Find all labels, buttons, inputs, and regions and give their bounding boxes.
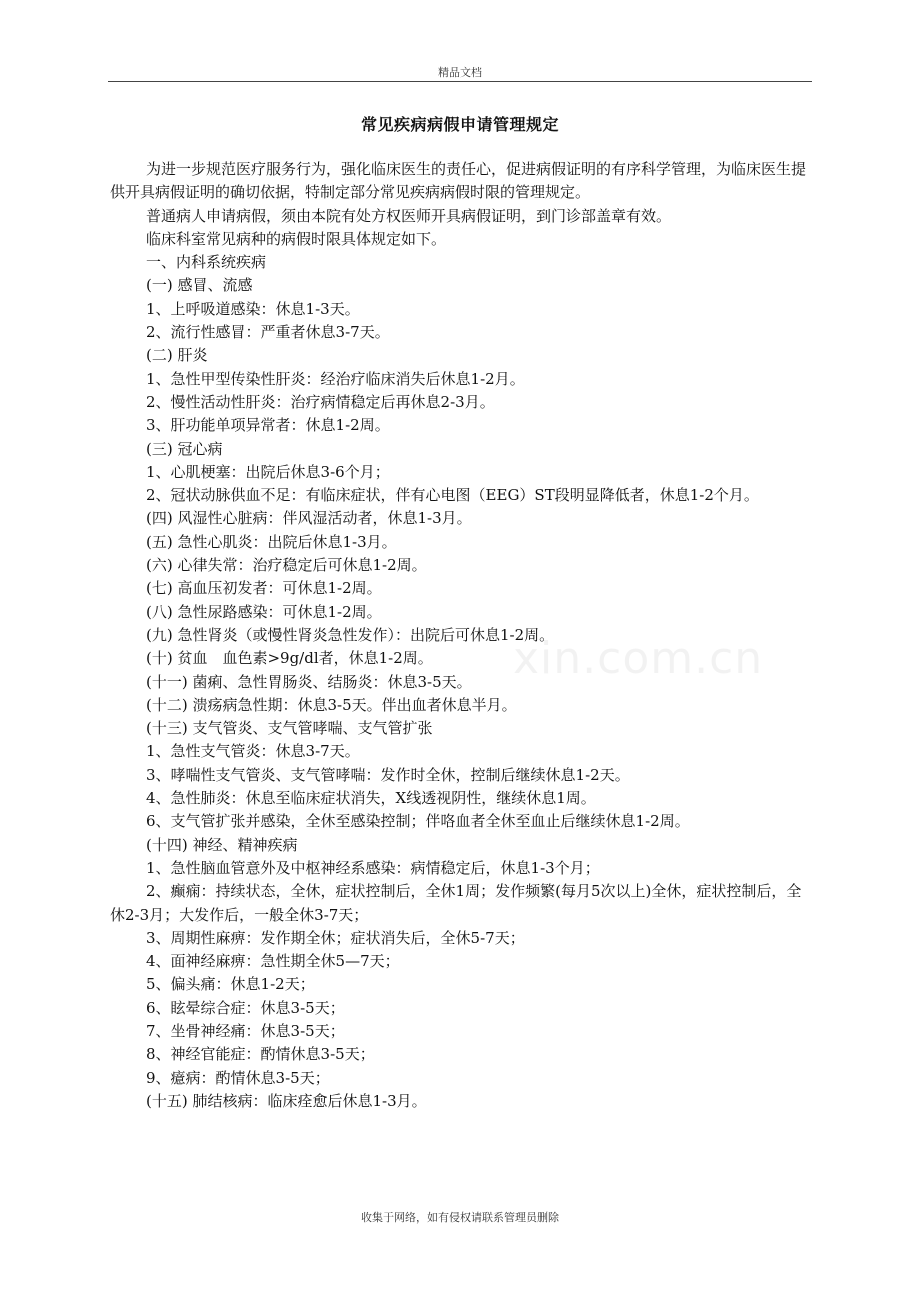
paragraph: 2、流行性感冒：严重者休息3-7天。 [146,323,390,342]
paragraph: (十三) 支气管炎、支气管哮喘、支气管扩张 [146,719,433,738]
paragraph: 2、慢性活动性肝炎：治疗病情稳定后再休息2-3月。 [146,392,495,411]
paragraph: 3、哮喘性支气管炎、支气管哮喘：发作时全休，控制后继续休息1-2天。 [146,765,630,784]
paragraph: (十五) 肺结核病：临床痊愈后休息1-3月。 [146,1091,427,1110]
paragraph: (九) 急性肾炎（或慢性肾炎急性发作）：出院后可休息1-2周。 [146,625,555,644]
paragraph: 1、急性支气管炎：休息3-7天。 [146,742,360,761]
paragraph: (十二) 溃疡病急性期：休息3-5天。伴出血者休息半月。 [146,695,517,714]
paragraph: 4、急性肺炎：休息至临床症状消失，X线透视阴性，继续休息1周。 [146,789,596,808]
paragraph: 2、冠状动脉供血不足：有临床症状，伴有心电图（EEG）ST段明显降低者，休息1-2个月。 [146,486,759,505]
paragraph: 3、肝功能单项异常者：休息1-2周。 [146,416,390,435]
paragraph: 为进一步规范医疗服务行为，强化临床医生的责任心，促进病假证明的有序科学管理，为临床医生提供开具病假证明的确切依据，特制定部分常见疾病病假时限的管理规定。 [110,160,807,202]
paragraph: (六) 心律失常：治疗稳定后可休息1-2周。 [146,556,427,575]
watermark-text: xin.com.cn [513,633,764,684]
paragraph: 1、上呼吸道感染：休息1-3天。 [146,299,360,318]
paragraph: (四) 风湿性心脏病：伴风湿活动者，休息1-3月。 [146,509,472,528]
page-header: 精品文档 [438,66,482,79]
paragraph: (七) 高血压初发者：可休息1-2周。 [146,579,382,598]
header-divider [108,81,812,82]
paragraph: (二) 肝炎 [146,346,208,365]
paragraph: 一、内科系统疾病 [146,253,267,272]
document-body [110,158,806,1113]
paragraph: 1、急性甲型传染性肝炎：经治疗临床消失后休息1-2月。 [146,369,525,388]
paragraph: (八) 急性尿路感染：可休息1-2周。 [146,602,382,621]
paragraph: 2、癫痫：持续状态，全休，症状控制后，全休1周；发作频繁(每月5次以上)全休，症状控制后，全休2-3月；大发作后，一般全休3-7天； [110,882,802,924]
paragraph: (十) 贫血 血色素>9g/dl者，休息1-2周。 [146,649,433,668]
paragraph: 临床科室常见病种的病假时限具体规定如下。 [146,229,447,248]
paragraph: (一) 感冒、流感 [146,276,253,295]
paragraph: (十四) 神经、精神疾病 [146,835,298,854]
page-footer: 收集于网络，如有侵权请联系管理员删除 [361,1211,559,1224]
paragraph: 1、心肌梗塞：出院后休息3-6个月； [146,462,390,481]
paragraph: 普通病人申请病假，须由本院有处方权医师开具病假证明，到门诊部盖章有效。 [146,206,672,225]
paragraph: 6、眩晕综合症：休息3-5天； [146,998,345,1017]
paragraph: 8、神经官能症：酌情休息3-5天； [146,1045,375,1064]
paragraph: 3、周期性麻痹：发作期全休；症状消失后，全休5-7天； [146,928,525,947]
paragraph: (五) 急性心肌炎：出院后休息1-3月。 [146,532,397,551]
paragraph: 7、坐骨神经痛：休息3-5天； [146,1021,345,1040]
paragraph: (十一) 菌痢、急性胃肠炎、结肠炎：休息3-5天。 [146,672,472,691]
paragraph: 4、面神经麻痹：急性期全休5—7天； [146,952,400,971]
paragraph: 9、癔病：酌情休息3-5天； [146,1068,330,1087]
paragraph: 1、急性脑血管意外及中枢神经系感染：病情稳定后，休息1-3个月； [146,858,600,877]
paragraph: (三) 冠心病 [146,439,223,458]
document-title: 常见疾病病假申请管理规定 [360,115,559,134]
paragraph: 6、支气管扩张并感染，全休至感染控制；伴咯血者全休至血止后继续休息1-2周。 [146,812,690,831]
paragraph: 5、偏头痛：休息1-2天； [146,975,315,994]
